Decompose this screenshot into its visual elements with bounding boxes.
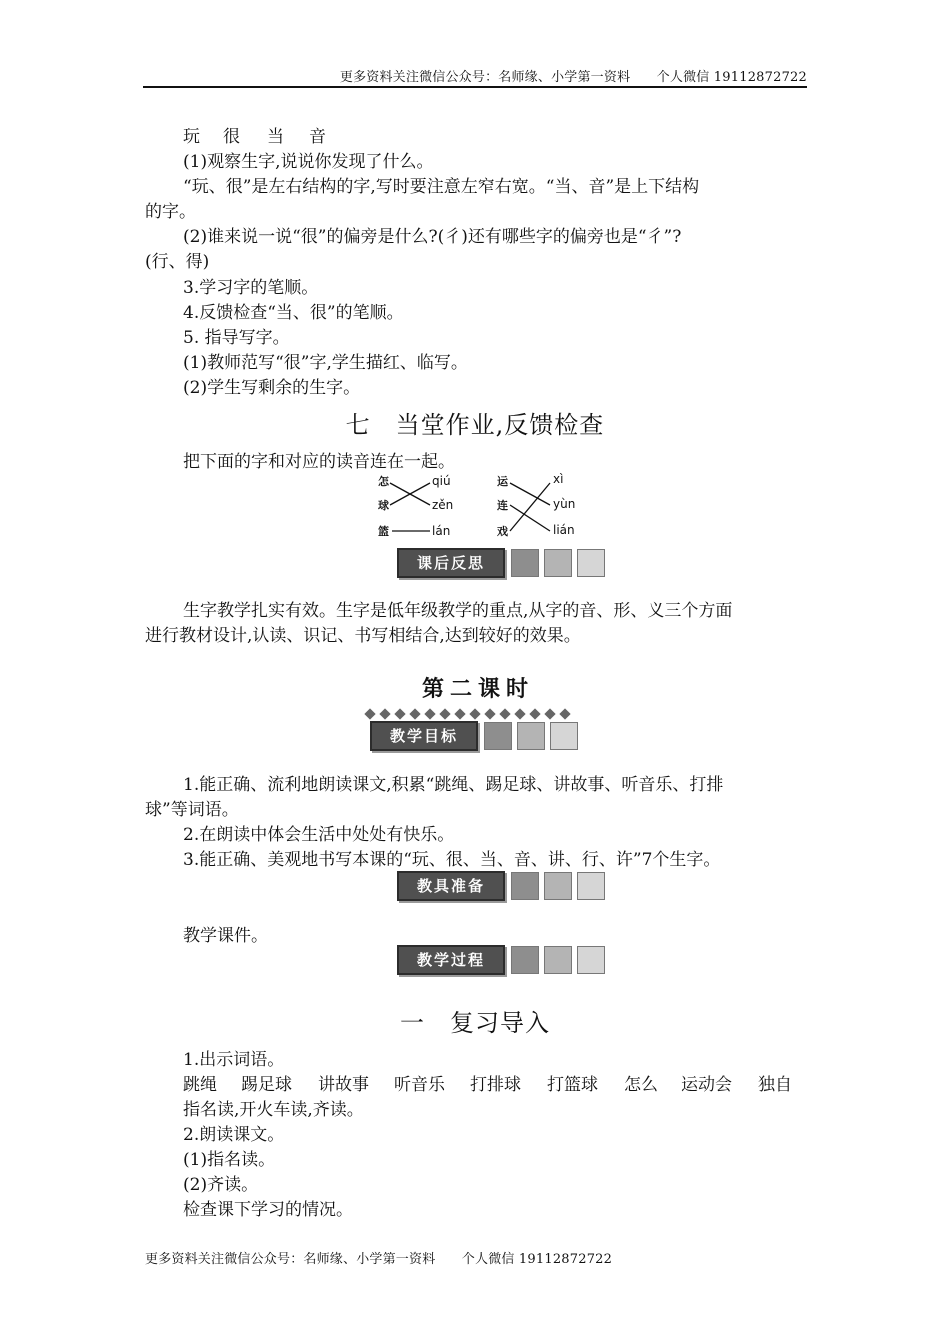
char-item: 音 xyxy=(309,127,326,147)
word-item: 听音乐 xyxy=(394,1075,445,1095)
word-item: 怎么 xyxy=(624,1075,658,1095)
step-4: 4.反馈检查“当、很”的笔顺。 xyxy=(183,303,404,323)
section-1-step-2-2: (2)齐读。 xyxy=(183,1175,259,1195)
goals-banner xyxy=(370,721,580,751)
banner-square xyxy=(577,946,605,974)
step-3: 3.学习字的笔顺。 xyxy=(183,278,319,298)
left-char: 怎 xyxy=(378,475,389,488)
check-text: 检查课下学习的情况。 xyxy=(183,1200,353,1220)
right-char: 运 xyxy=(497,475,508,488)
section-1-step-2-1: (1)指名读。 xyxy=(183,1150,276,1170)
chars-row xyxy=(183,125,810,149)
tools-text: 教学课件。 xyxy=(183,926,268,946)
answer-1-line-2: 的字。 xyxy=(145,202,196,222)
section-1-step-1: 1.出示词语。 xyxy=(183,1050,285,1070)
goal-3: 3.能正确、美观地书写本课的“玩、很、当、音、讲、行、许”7个生字。 xyxy=(183,850,721,870)
right-pinyin: lián xyxy=(553,523,575,537)
matching-exercise xyxy=(370,470,585,542)
left-pinyin: qiú xyxy=(432,474,451,488)
decorative-dots xyxy=(366,703,588,713)
word-item: 独自 xyxy=(758,1075,792,1095)
char-item: 当 xyxy=(267,127,284,147)
banner-label: 教具准备 xyxy=(397,871,505,901)
page-footer: 更多资料关注微信公众号：名师缘、小学第一资料 个人微信 19112872722 xyxy=(145,1252,613,1267)
left-pinyin: zěn xyxy=(432,498,454,512)
banner-square xyxy=(544,549,572,577)
tools-banner xyxy=(397,871,607,901)
right-char: 连 xyxy=(497,499,508,512)
left-char: 篮 xyxy=(378,525,389,538)
banner-square xyxy=(511,872,539,900)
process-banner xyxy=(397,945,607,975)
header-rule xyxy=(143,86,807,88)
word-item: 打排球 xyxy=(470,1075,521,1095)
exercise-instruction: 把下面的字和对应的读音连在一起。 xyxy=(183,452,455,472)
char-item: 很 xyxy=(223,127,240,147)
step-5-2: (2)学生写剩余的生字。 xyxy=(183,378,361,398)
right-char: 戏 xyxy=(497,525,508,538)
step-5-1: (1)教师范写“很”字,学生描红、临写。 xyxy=(183,353,468,373)
word-item: 踢足球 xyxy=(241,1075,292,1095)
banner-square xyxy=(517,722,545,750)
read-methods: 指名读,开火车读,齐读。 xyxy=(183,1100,364,1120)
section-7-title: 七 当堂作业,反馈检查 xyxy=(345,411,605,439)
reflection-banner xyxy=(397,548,607,578)
left-char: 球 xyxy=(378,499,389,512)
banner-square xyxy=(577,872,605,900)
char-item: 玩 xyxy=(183,127,200,147)
right-pinyin: xì xyxy=(553,472,564,486)
banner-square xyxy=(511,946,539,974)
banner-square xyxy=(484,722,512,750)
reflection-line-1: 生字教学扎实有效。生字是低年级教学的重点,从字的音、形、义三个方面 xyxy=(183,601,733,621)
left-pinyin: lán xyxy=(432,524,451,538)
reflection-line-2: 进行教材设计,认读、识记、书写相结合,达到较好的效果。 xyxy=(145,626,581,646)
banner-square xyxy=(511,549,539,577)
step-5: 5. 指导写字。 xyxy=(183,328,290,348)
question-2-line-1: (2)谁来说一说“很”的偏旁是什么?(彳)还有哪些字的偏旁也是“彳”? xyxy=(183,227,682,247)
banner-square xyxy=(544,946,572,974)
page-header: 更多资料关注微信公众号：名师缘、小学第一资料 个人微信 19112872722 xyxy=(339,70,807,85)
banner-square xyxy=(577,549,605,577)
banner-label: 教学目标 xyxy=(370,721,478,751)
lesson-2-title: 第二课时 xyxy=(421,677,534,702)
word-item: 跳绳 xyxy=(183,1075,217,1095)
word-item: 打篮球 xyxy=(547,1075,598,1095)
right-pinyin: yùn xyxy=(553,497,576,511)
goal-2: 2.在朗读中体会生活中处处有快乐。 xyxy=(183,825,455,845)
section-1-title: 一 复习导入 xyxy=(400,1009,550,1037)
banner-square xyxy=(544,872,572,900)
lesson-2-heading xyxy=(378,672,578,714)
answer-1-line-1: “玩、很”是左右结构的字,写时要注意左窄右宽。“当、音”是上下结构 xyxy=(183,177,700,197)
banner-label: 教学过程 xyxy=(397,945,505,975)
word-list xyxy=(183,1073,810,1097)
question-2-line-2: (行、得) xyxy=(145,252,210,272)
goal-1-line-1: 1.能正确、流利地朗读课文,积累“跳绳、踢足球、讲故事、听音乐、打排 xyxy=(183,775,724,795)
goal-1-line-2: 球”等词语。 xyxy=(145,800,239,820)
banner-label: 课后反思 xyxy=(397,548,505,578)
word-item: 运动会 xyxy=(681,1075,732,1095)
banner-square xyxy=(550,722,578,750)
word-item: 讲故事 xyxy=(318,1075,369,1095)
question-1: (1)观察生字,说说你发现了什么。 xyxy=(183,152,434,172)
section-1-step-2: 2.朗读课文。 xyxy=(183,1125,285,1145)
